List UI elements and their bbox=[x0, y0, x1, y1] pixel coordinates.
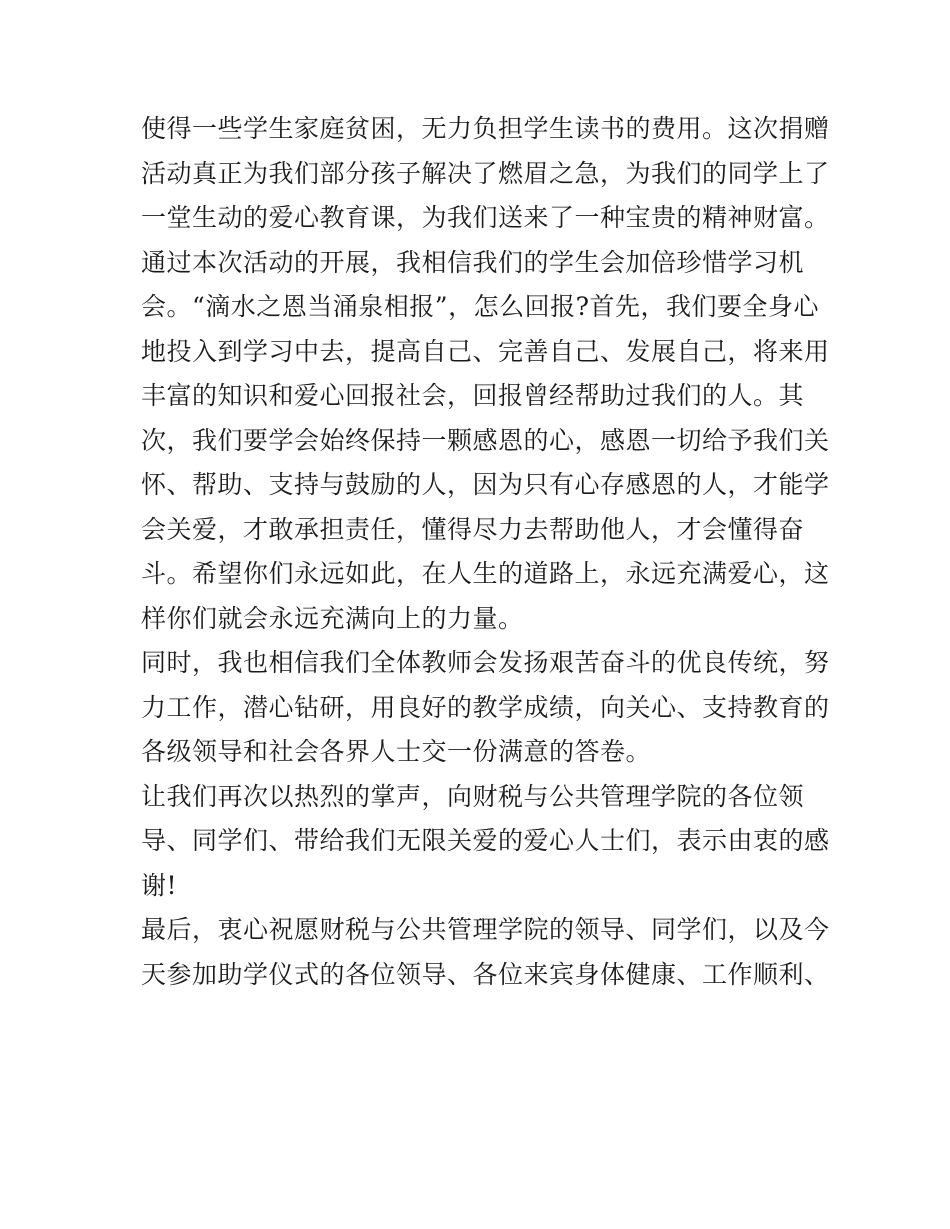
text-line: 斗。希望你们永远如此，在人生的道路上，永远充满爱心，这 bbox=[141, 559, 830, 588]
text-line: 最后，衷心祝愿财税与公共管理学院的领导、同学们，以及今 bbox=[141, 915, 830, 944]
text-line: 一堂生动的爱心教育课，为我们送来了一种宝贵的精神财富。 bbox=[141, 203, 830, 232]
text-line: 使得一些学生家庭贫困，无力负担学生读书的费用。这次捐赠 bbox=[141, 114, 830, 143]
text-line: 次，我们要学会始终保持一颗感恩的心，感恩一切给予我们关 bbox=[141, 425, 830, 455]
text-line: 丰富的知识和爱心回报社会，回报曾经帮助过我们的人。其 bbox=[141, 381, 805, 410]
text-line: 天参加助学仪式的各位领导、各位来宾身体健康、工作顺利、 bbox=[141, 959, 830, 989]
body-text bbox=[141, 107, 830, 997]
text-line: 样你们就会永远充满向上的力量。 bbox=[141, 603, 524, 633]
text-line: 力工作，潜心钻研，用良好的教学成绩，向关心、支持教育的 bbox=[141, 692, 830, 722]
text-line: 地投入到学习中去，提高自己、完善自己、发展自己，将来用 bbox=[141, 336, 830, 366]
text-line: 会。“滴水之恩当涌泉相报”，怎么回报?首先，我们要全身心 bbox=[141, 292, 819, 321]
text-line: 活动真正为我们部分孩子解决了燃眉之急，为我们的同学上了 bbox=[141, 158, 830, 188]
text-line: 怀、帮助、支持与鼓励的人，因为只有心存感恩的人，才能学 bbox=[141, 470, 830, 499]
text-line: 让我们再次以热烈的掌声，向财税与公共管理学院的各位领 bbox=[141, 781, 805, 811]
text-line: 谢! bbox=[141, 870, 178, 900]
text-line: 通过本次活动的开展，我相信我们的学生会加倍珍惜学习机 bbox=[141, 247, 805, 277]
text-line: 导、同学们、带给我们无限关爱的爱心人士们，表示由衷的感 bbox=[141, 826, 830, 855]
text-line: 各级领导和社会各界人士交一份满意的答卷。 bbox=[141, 737, 652, 766]
text-line: 会关爱，才敢承担责任，懂得尽力去帮助他人，才会懂得奋 bbox=[141, 514, 805, 544]
text-line: 同时，我也相信我们全体教师会发扬艰苦奋斗的优良传统，努 bbox=[141, 648, 830, 677]
